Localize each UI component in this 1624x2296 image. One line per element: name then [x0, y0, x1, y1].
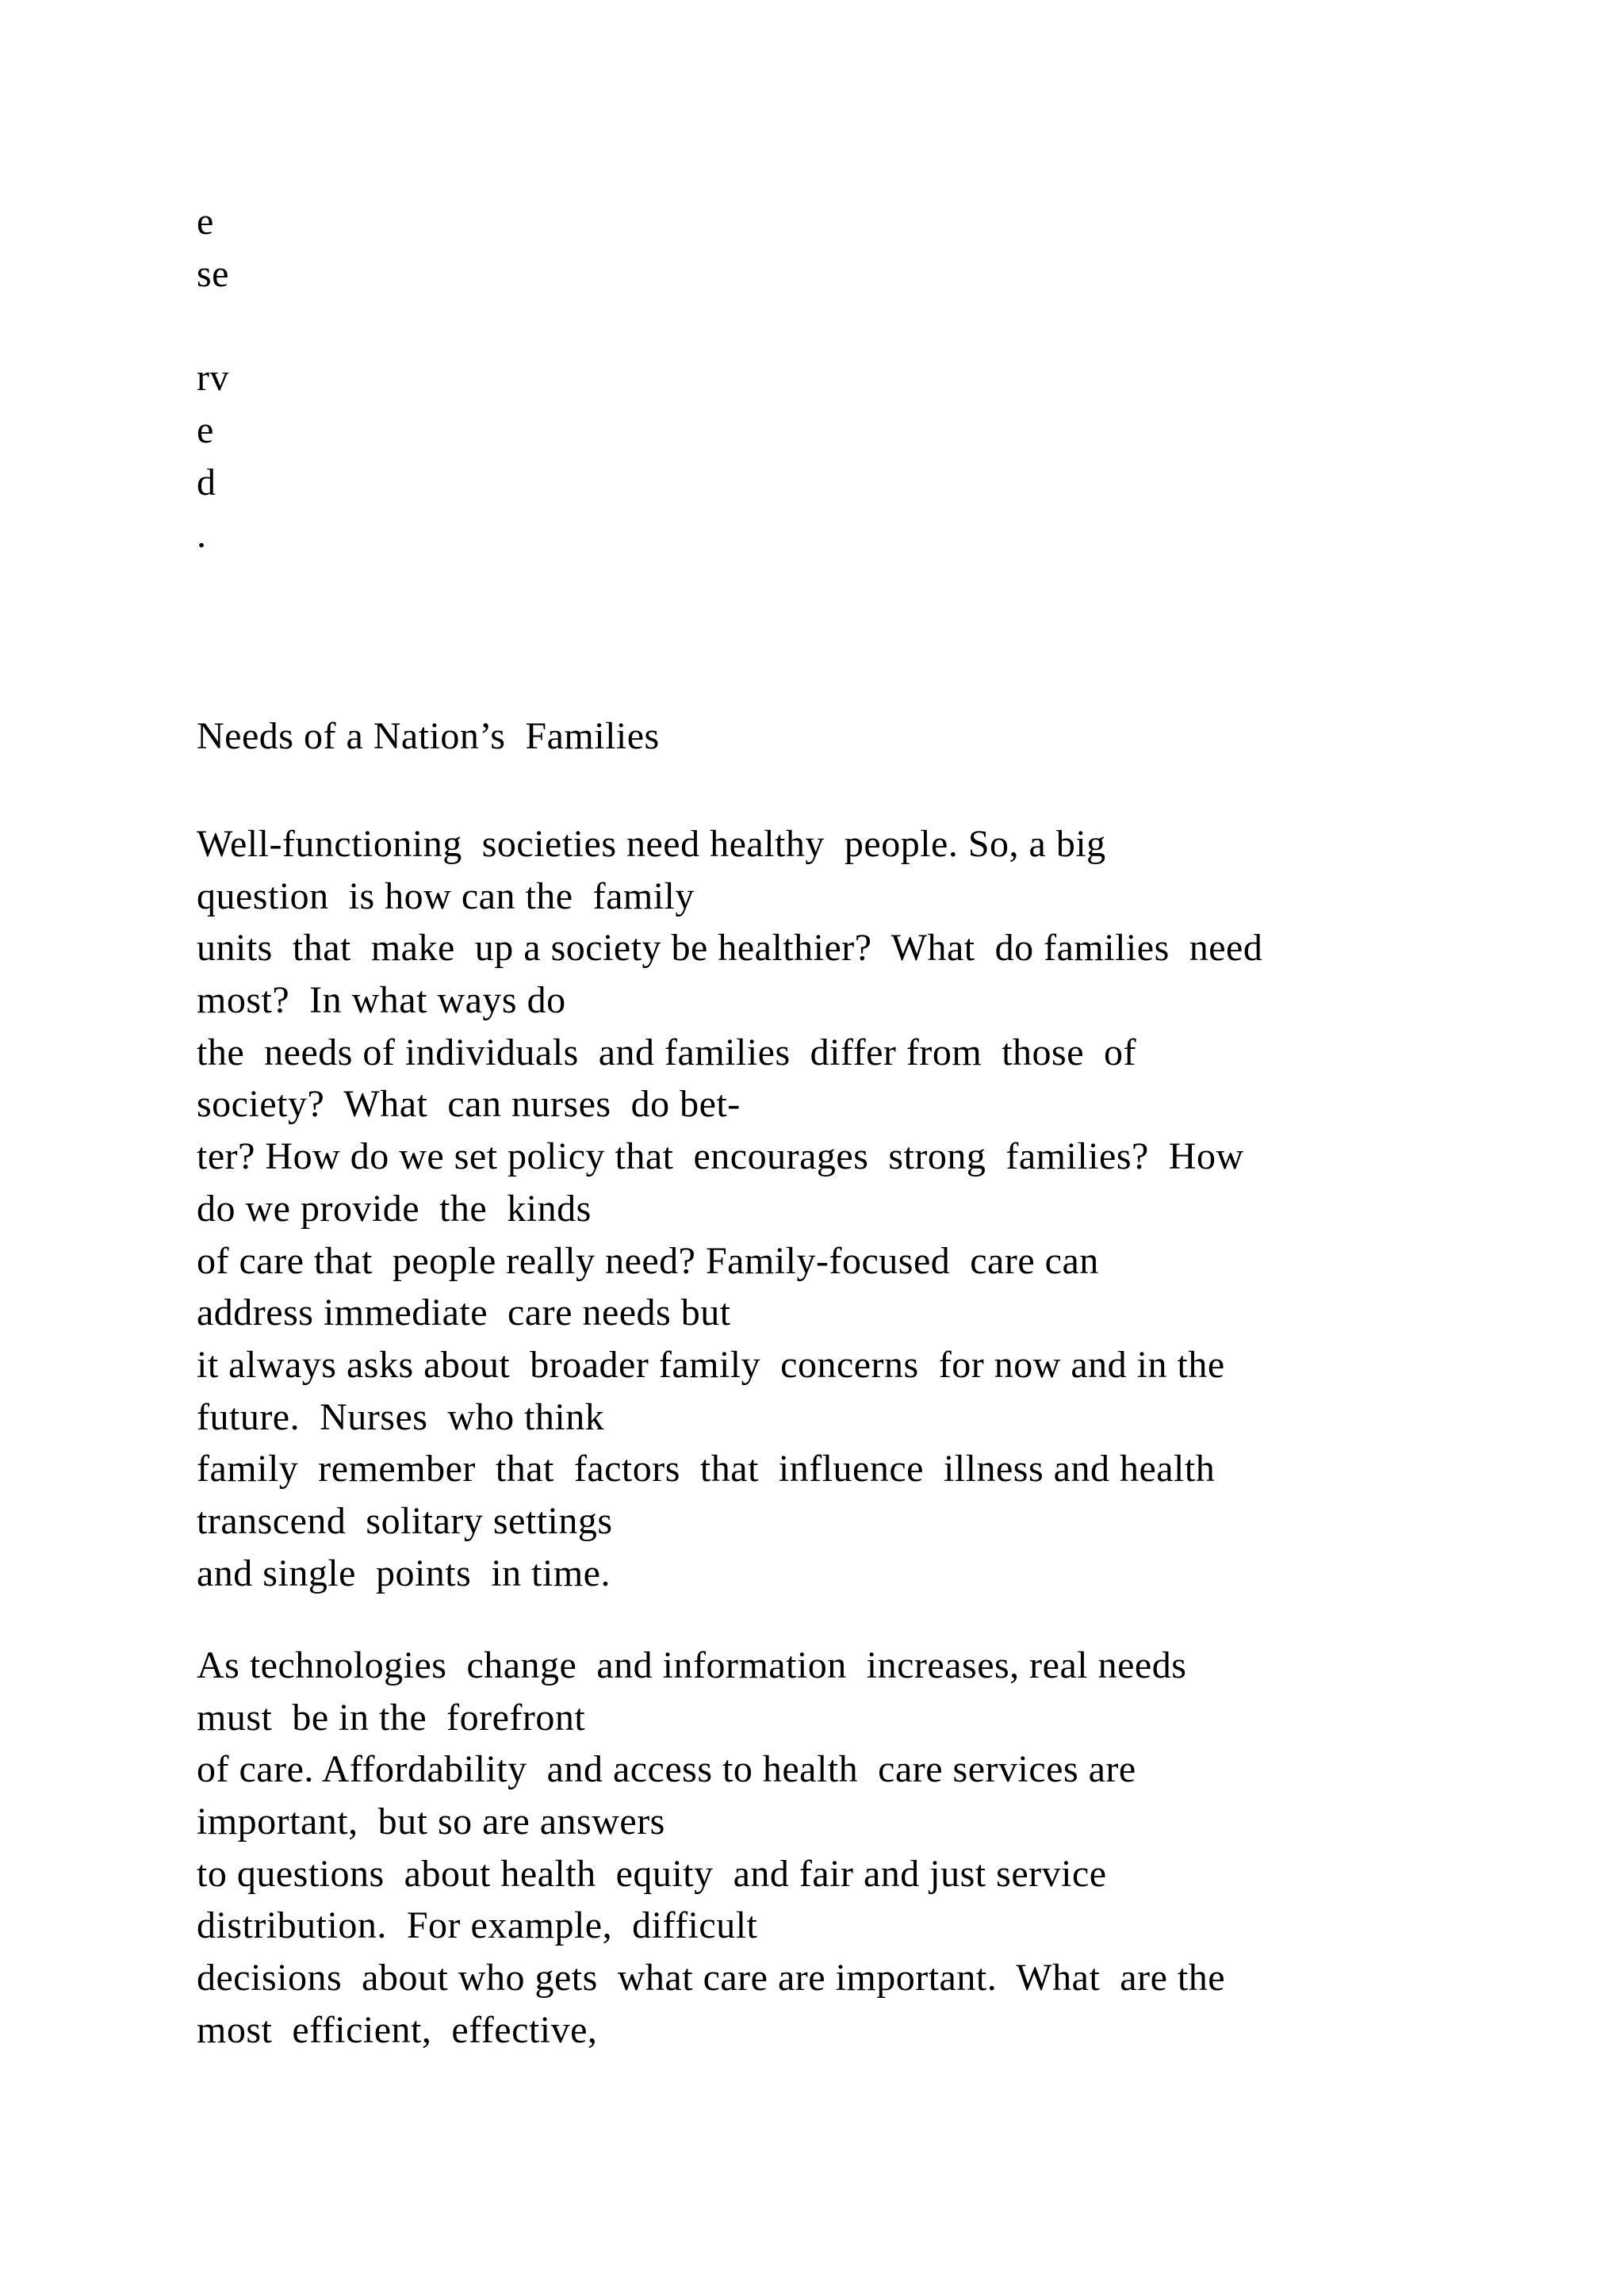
text-line: do we provide the kinds — [197, 1187, 592, 1230]
text-fragment: rv — [197, 357, 229, 399]
text-fragment: e — [197, 201, 214, 243]
text-line: question is how can the family — [197, 874, 695, 917]
text-line: decisions about who gets what care are important. What are the — [197, 1957, 1226, 1999]
text-line: of care that people really need? Family-focused care can — [197, 1239, 1099, 1282]
text-line: transcend solitary settings — [197, 1499, 613, 1542]
text-line: units that make up a society be healthier? What do families need — [197, 927, 1263, 970]
text-line: and single points in time. — [197, 1552, 611, 1594]
text-line: distribution. For example, difficult — [197, 1904, 758, 1947]
text-line: of care. Affordability and access to health care services are — [197, 1748, 1136, 1791]
paragraph — [197, 1640, 1529, 2057]
text-fragment: e — [197, 409, 214, 451]
text-fragment: d — [197, 461, 216, 503]
text-line: the needs of individuals and families differ from those of — [197, 1031, 1136, 1073]
text-line: must be in the forefront — [197, 1696, 586, 1739]
text-line: future. Nurses who think — [197, 1395, 605, 1438]
text-line: important, but so are answers — [197, 1800, 665, 1843]
text-line: most efficient, effective, — [197, 2008, 598, 2051]
text-line: family remember that factors that influence illness and health — [197, 1448, 1216, 1490]
text-line: it always asks about broader family concerns for now and in the — [197, 1343, 1225, 1386]
text-line: Well-functioning societies need healthy people. So, a big — [197, 823, 1106, 865]
text-line: As technologies change and information increases, real needs — [197, 1644, 1187, 1686]
paragraph — [197, 818, 1529, 1599]
section-heading: Needs of a Nation’s Families — [197, 715, 660, 757]
text-line: most? In what ways do — [197, 979, 566, 1022]
text-line: society? What can nurses do bet- — [197, 1083, 741, 1126]
text-fragment: se — [197, 253, 229, 295]
text-fragment: . — [197, 514, 207, 556]
text-line: address immediate care needs but — [197, 1292, 731, 1334]
text-line: ter? How do we set policy that encourages strong families? How — [197, 1135, 1244, 1178]
text-line: to questions about health equity and fair and just service — [197, 1852, 1107, 1895]
